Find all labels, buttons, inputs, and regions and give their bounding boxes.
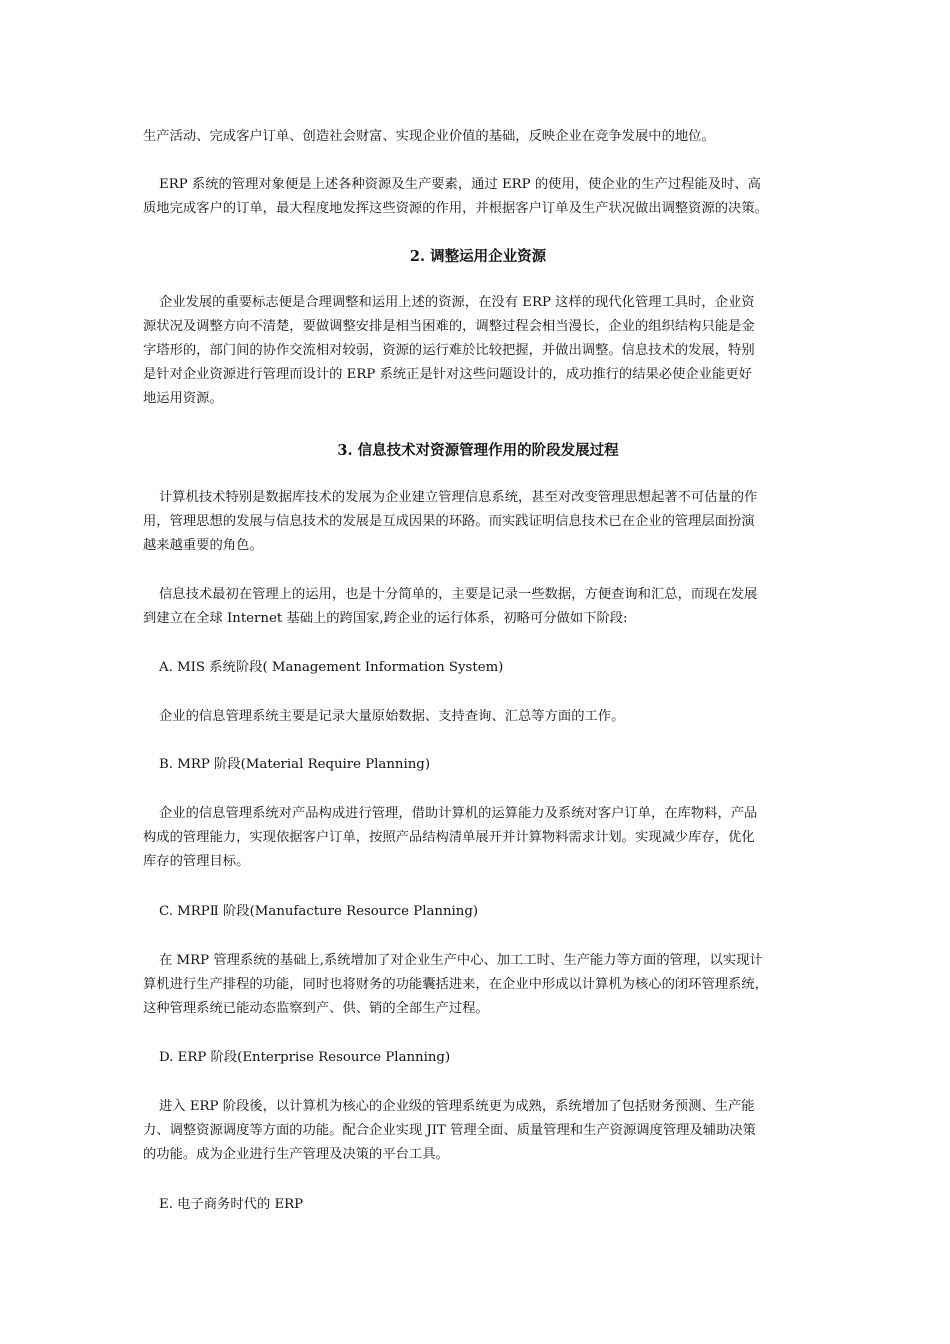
paragraph-computer-tech <box>143 486 813 558</box>
paragraph-erp-objects <box>143 173 813 221</box>
text-line: 企业的信息管理系统主要是记录大量原始数据、支持查询、汇总等方面的工作。 <box>159 709 625 724</box>
text-line: 库存的管理目标。 <box>143 854 250 869</box>
text-line: 到建立在全球 Internet 基础上的跨国家,跨企业的运行体系，初略可分做如下阶段: <box>143 611 628 626</box>
text-line: 力、调整资源调度等方面的功能。配合企业实现 JIT 管理全面、质量管理和生产资源调度管理及辅助决策 <box>143 1123 756 1138</box>
section-heading-3: 3. 信息技术对资源管理作用的阶段发展过程 <box>337 442 619 459</box>
text-line: 源状况及调整方向不清楚，要做调整安排是相当困难的，调整过程会相当漫长，企业的组织结构只能是金 <box>143 319 755 334</box>
text-line: 用，管理思想的发展与信息技术的发展是互成因果的环路。而实践证明信息技术已在企业的管理层面扮演 <box>143 514 755 529</box>
stage-d-title <box>143 1046 813 1070</box>
text-line: 企业的信息管理系统对产品构成进行管理，借助计算机的运算能力及系统对客户订单，在库物料，产品 <box>159 806 758 821</box>
text-line: D. ERP 阶段(Enterprise Resource Planning) <box>159 1050 451 1065</box>
paragraph-adjust-resources <box>143 291 813 411</box>
text-line: 在 MRP 管理系统的基础上,系统增加了对企业生产中心、加工工时、生产能力等方面的管理，以实现计 <box>159 953 763 968</box>
stage-a-title <box>143 656 813 680</box>
text-line: 字塔形的，部门间的协作交流相对较弱，资源的运行难於比较把握，并做出调整。信息技术的发展，特别 <box>143 343 755 358</box>
text-line: 算机进行生产排程的功能，同时也将财务的功能囊括进来，在企业中形成以计算机为核心的闭环管理系统， <box>143 977 768 992</box>
text-line: 信息技术最初在管理上的运用，也是十分简单的，主要是记录一些数据，方便查询和汇总，而现在发展 <box>159 587 758 602</box>
text-line: 进入 ERP 阶段後，以计算机为核心的企业级的管理系统更为成熟，系统增加了包括财务预测、生产能 <box>159 1099 755 1114</box>
section-heading-2: 2. 调整运用企业资源 <box>409 248 547 265</box>
paragraph-it-stages <box>143 583 813 631</box>
paragraph-stage-d <box>143 1095 813 1167</box>
text-line: ERP 系统的管理对象便是上述各种资源及生产要素，通过 ERP 的使用，使企业的生产过程能及时、高 <box>159 177 761 192</box>
stage-c-title <box>143 900 813 924</box>
text-line: A. MIS 系统阶段( Management Information System) <box>159 660 504 675</box>
text-line: 构成的管理能力，实现依据客户订单，按照产品结构清单展开并计算物料需求计划。实现减少库存，优化 <box>143 830 755 845</box>
text-line: 地运用资源。 <box>143 391 223 406</box>
text-line: 这种管理系统已能动态监察到产、供、销的全部生产过程。 <box>143 1001 489 1016</box>
paragraph-resource-basis <box>143 125 813 149</box>
paragraph-stage-c <box>143 949 813 1021</box>
stage-e-title <box>143 1193 813 1217</box>
text-line: 质地完成客户的订单，最大程度地发挥这些资源的作用，并根据客户订单及生产状况做出调整资源的决策。 <box>143 201 768 216</box>
text-line: 计算机技术特别是数据库技术的发展为企业建立管理信息系统，甚至对改变管理思想起著不可估量的作 <box>159 490 758 505</box>
text-line: B. MRP 阶段(Material Require Planning) <box>159 757 431 772</box>
text-line: 越来越重要的角色。 <box>143 538 263 553</box>
text-line: 是针对企业资源进行管理而设计的 ERP 系统正是针对这些问题设计的，成功推行的结果必使企业能更好 <box>143 367 752 382</box>
text-line: 生产活动、完成客户订单、创造社会财富、实现企业价值的基础，反映企业在竞争发展中的地位。 <box>143 129 715 144</box>
paragraph-stage-a <box>143 705 813 729</box>
text-line: E. 电子商务时代的 ERP <box>159 1197 304 1212</box>
stage-b-title <box>143 753 813 777</box>
text-line: C. MRPⅡ 阶段(Manufacture Resource Planning) <box>159 904 479 919</box>
text-line: 的功能。成为企业进行生产管理及决策的平台工具。 <box>143 1147 449 1162</box>
paragraph-stage-b <box>143 802 813 874</box>
text-line: 企业发展的重要标志便是合理调整和运用上述的资源，在没有 ERP 这样的现代化管理工具时，企业资 <box>159 295 755 310</box>
